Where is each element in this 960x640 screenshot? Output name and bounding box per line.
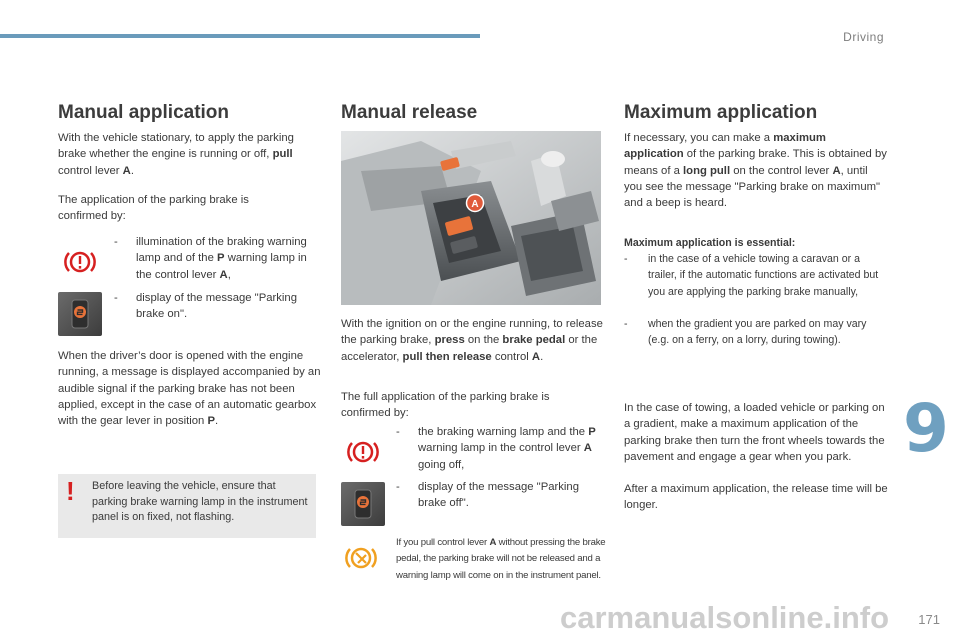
list-item: - the braking warning lamp and the P warning lamp in the control lever A going off,	[396, 426, 596, 471]
photo-label-a: A	[471, 199, 479, 210]
note-text: Before leaving the vehicle, ensure that parking brake warning lamp in the instrument panel is on fixed, not flashing.	[92, 480, 308, 523]
parking-brake-switch-icon	[58, 292, 102, 336]
brake-warning-icon	[345, 434, 381, 470]
chapter-number: 9	[903, 390, 949, 467]
header-accent-bar	[0, 34, 480, 38]
door-warning-text: When the driver’s door is opened with the engine running, a message is displayed accompanied by an audible signal if the parking brake has not been applied, except in the case of an automatic gearbox with the gear lever in position P.	[58, 350, 321, 428]
towing-text: In the case of towing, a loaded vehicle or parking on a gradient, make a maximum application of the parking brake then turn the front wheels towards the pavement and engage a gear when you park.	[624, 402, 885, 463]
list-item: - display of the message "Parking brake on".	[114, 292, 297, 321]
page-number: 171	[918, 612, 940, 627]
manual-release-confirmed: The full application of the parking brake is confirmed by:	[341, 391, 550, 420]
parking-brake-switch-icon	[341, 482, 385, 526]
manual-release-title: Manual release	[341, 102, 478, 123]
manual-application-title: Manual application	[58, 102, 230, 123]
section-title: Driving	[843, 30, 884, 44]
maximum-application-title: Maximum application	[624, 102, 818, 123]
manual-application-confirmed: The application of the parking brake is confirmed by:	[58, 194, 249, 223]
manual-release-text: With the ignition on or the engine running, to release the parking brake, press on the brake pedal or the accelerator, pull then release control A.	[341, 318, 603, 363]
list-item: - display of the message "Parking brake off".	[396, 481, 579, 510]
parking-brake-photo	[341, 131, 601, 305]
maximum-application-text: If necessary, you can make a maximum application of the parking brake. This is obtained by means of a long pull on the control lever A, until you see the message "Parking brake on maximum" and a beep is heard.	[624, 132, 887, 210]
manual-application-intro: With the vehicle stationary, to apply the parking brake whether the engine is running or off, pull control lever A.	[58, 132, 294, 177]
list-item: - illumination of the braking warning lamp and of the P warning lamp in the control lever A,	[114, 236, 307, 281]
essential-title: Maximum application is essential:	[624, 237, 796, 249]
brake-warning-icon	[62, 244, 98, 280]
list-item: - in the case of a vehicle towing a caravan or a trailer, if the automatic functions are activated but you are applying the parking brake manually,	[624, 253, 879, 298]
exclamation-icon: !	[66, 476, 75, 506]
watermark: carmanualsonline.info	[560, 600, 890, 635]
brake-fault-icon	[343, 540, 379, 576]
list-item: - when the gradient you are parked on may vary (e.g. on a ferry, on a lorry, during towing).	[624, 318, 867, 347]
release-note: If you pull control lever A without pressing the brake pedal, the parking brake will not be released and a warning lamp will come on in the instrument panel.	[396, 537, 606, 581]
release-time-text: After a maximum application, the release time will be longer.	[624, 483, 888, 512]
